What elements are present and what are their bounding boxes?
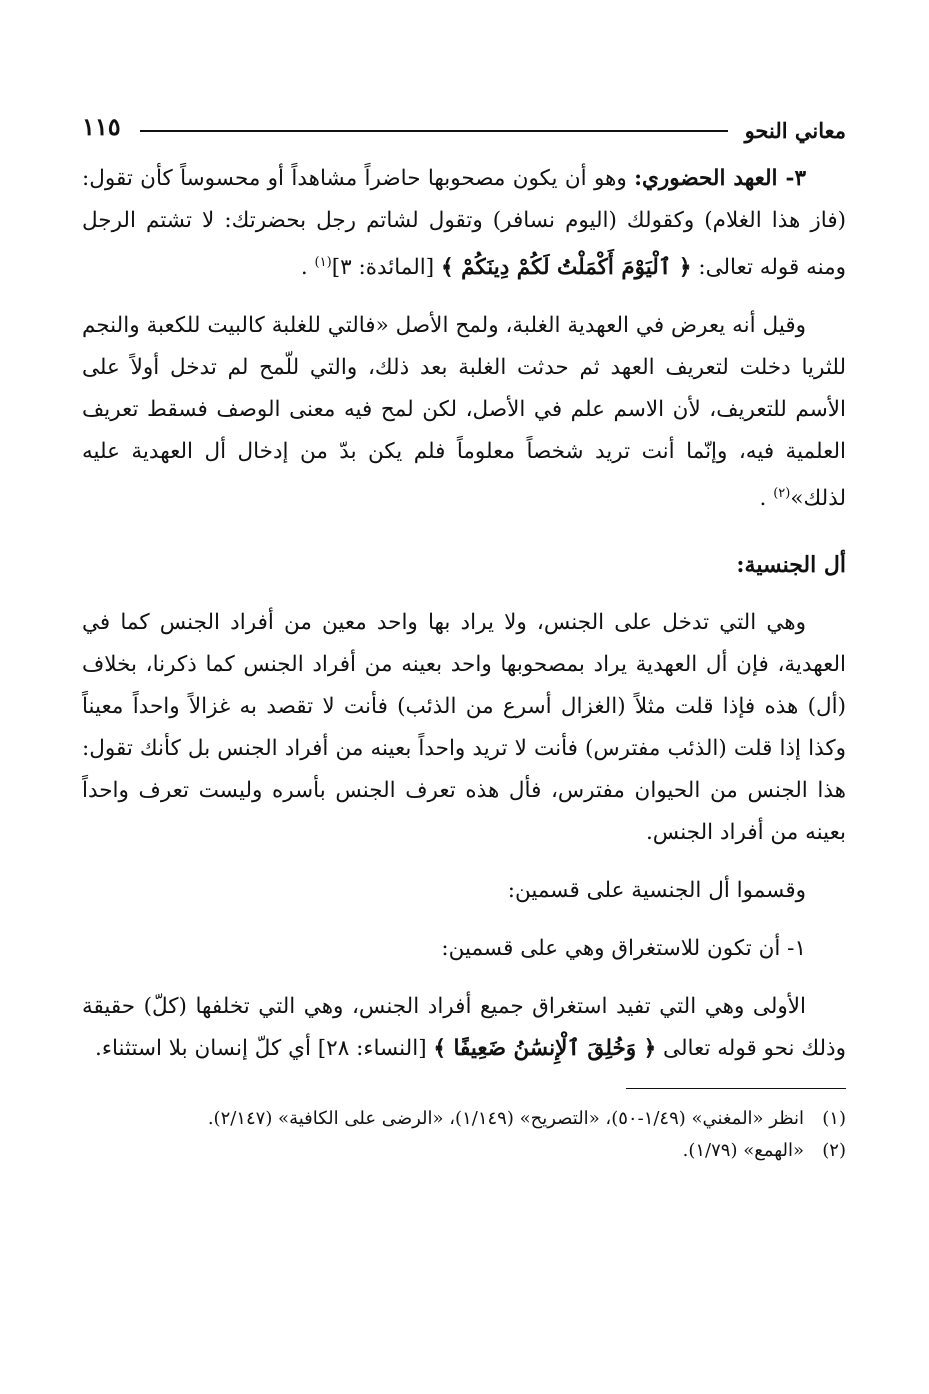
spacer	[82, 912, 846, 928]
footnote-mark-2: (٢)	[773, 486, 791, 502]
footnote-1	[82, 1103, 846, 1135]
paragraph-6	[82, 986, 846, 1070]
spacer	[82, 854, 846, 870]
footnote-text: «الهمع» (١/٧٩).	[682, 1140, 804, 1162]
header-rule	[140, 130, 728, 132]
spacer	[82, 289, 846, 305]
footnote-number: (١)	[822, 1108, 846, 1130]
spacer	[82, 586, 846, 602]
paragraph-3: وهي التي تدخل على الجنس، ولا يراد بها واحد معين من أفراد الجنس كما في العهدية، فإن أل العهدية يراد بمصحوبها واحد بعينه من أفراد الجنس كما ذكرنا، بخلاف (أل) هذه فإذا قلت مثلاً (الغزال أسرع من الذئب) فأنت لا تقصد به غزالاً واحداً معيناً وكذا إذا قلت (الذئب مفترس) فأنت لا تريد واحداً بعينه من أفراد الجنس بل كأنك تقول: هذا الجنس من الحيوان مفترس، فأل هذه تعرف الجنس بأسره وليست تعرف واحداً بعينه من أفراد الجنس.	[82, 610, 846, 846]
spacer	[82, 970, 846, 986]
paragraph-6-text-2: [النساء: ٢٨] أي كلّ إنسان بلا استثناء.	[95, 1036, 434, 1062]
section-3-text: وهو أن يكون مصحوبها حاضراً مشاهداً أو محسوساً كأن تقول: (فاز هذا الغلام) وكقولك (اليوم نسافر) وتقول لشاتم رجل بحضرتك: لا تشتم الرجل ومنه قوله تعالى:	[82, 166, 846, 281]
spacer	[82, 520, 846, 536]
footnote-text: انظر «المغني» (١/٤٩-٥٠)، «التصريح» (١/١٤٩)، «الرضى على الكافية» (٢/١٤٧).	[207, 1108, 804, 1130]
footnote-separator	[626, 1088, 846, 1089]
footnotes	[82, 1103, 846, 1167]
section-3-label: ٣- العهد الحضوري:	[634, 166, 806, 191]
page	[82, 108, 846, 1167]
paragraph-2-text: وقيل أنه يعرض في العهدية الغلبة، ولمح الأصل «فالتي للغلبة كالبيت للكعبة والنجم للثريا دخلت لتعريف العهد ثم حدثت الغلبة بعد ذلك، والتي للّمح لم تدخل أولاً على الأسم للتعريف، لأن الاسم علم في الأصل، لكن لمح فيه معنى الوصف فسقط تعريف العلمية فيه، وإنّما أنت تريد شخصاً معلوماً فلم يكن بدّ من إدخال أل العهدية عليه لذلك»	[82, 313, 846, 512]
section-3-end: .	[300, 255, 315, 281]
quran-verse-1: ﴿ ٱلْيَوْمَ أَكْمَلْتُ لَكُمْ دِينَكُمْ ﴾	[440, 255, 692, 281]
paragraph-4: وقسموا أل الجنسية على قسمين:	[507, 878, 806, 904]
footnote-2	[82, 1135, 846, 1167]
paragraph-2-end: .	[759, 486, 774, 512]
page-header	[82, 108, 846, 152]
footnote-number: (٢)	[822, 1140, 846, 1162]
footnote-mark-1: (١)	[314, 255, 332, 270]
paragraph-6-text-1: الأولى وهي التي تفيد استغراق جميع أفراد الجنس، وهي التي تخلفها (كلّ) حقيقة وذلك نحو قوله تعالى	[82, 994, 846, 1062]
book-title: معاني النحو	[744, 118, 846, 143]
paragraph-section-3	[82, 158, 846, 289]
page-number: ١١٥	[82, 112, 121, 141]
heading-genus: أل الجنسية:	[736, 552, 846, 579]
paragraph-2	[82, 305, 846, 520]
paragraph-5: ١- أن تكون للاستغراق وهي على قسمين:	[441, 936, 806, 962]
quran-verse-2: ﴿ وَخُلِقَ ٱلْإِنسَٰنُ ضَعِيفًا ﴾	[433, 1036, 657, 1062]
quran-ref-1: [المائدة: ٣]	[331, 255, 441, 281]
